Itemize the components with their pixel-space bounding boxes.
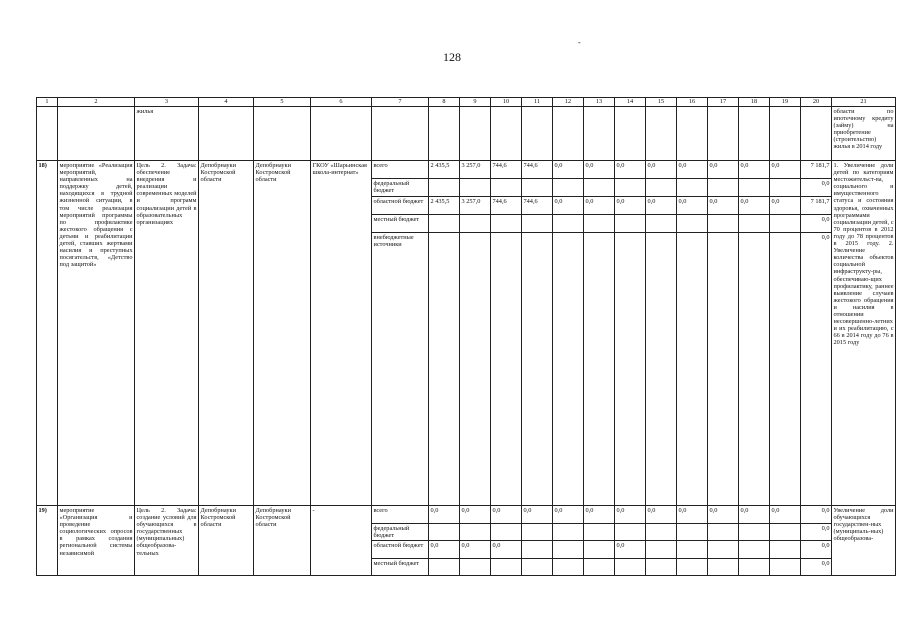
result-text: Увеличение доли обучающихся государствен-ных (муниципаль-ных) общеобразова-: [832, 506, 896, 576]
amount-value: 0,0: [584, 197, 615, 215]
amount-value: [646, 524, 677, 541]
amount-value: [708, 541, 739, 559]
column-number: 12: [553, 98, 584, 107]
table-cell: [58, 107, 135, 161]
amount-value: [584, 524, 615, 541]
funding-source-label: федеральный бюджет: [372, 179, 429, 197]
measure-text: мероприятие «Реализация мероприятий, направленных на поддержку детей, находящихся в трудной жизненной ситуации, в том числе реализация мероприятий программы по профилактике жестокого обращения с детьми и реабилитации детей, ставших жертвами насилия и преступных посягательств, «Детство под защитой»: [58, 161, 135, 506]
amount-value: [491, 179, 522, 197]
amount-value: [429, 559, 460, 576]
table-cell: [311, 107, 372, 161]
recipient-text: -: [311, 506, 372, 576]
amount-value: [553, 559, 584, 576]
amount-value: [739, 524, 770, 541]
amount-value: [522, 541, 553, 559]
amount-value: 0,0: [584, 506, 615, 524]
amount-value: [615, 215, 646, 233]
funding-source-label: всего: [372, 161, 429, 179]
amount-value: [522, 559, 553, 576]
recipient-text: ГКОУ «Шарьинская школа-интернат»: [311, 161, 372, 506]
amount-value: 0,0: [460, 506, 491, 524]
amount-value: [429, 524, 460, 541]
amount-value: [553, 524, 584, 541]
funding-source-label: областной бюджет: [372, 197, 429, 215]
amount-value: 0,0: [739, 506, 770, 524]
amount-value: [584, 179, 615, 197]
column-number-row: [37, 98, 896, 107]
scan-dot: -: [578, 38, 581, 47]
amount-value: [646, 559, 677, 576]
table-cell: [372, 107, 429, 161]
amount-value: 0,0: [770, 197, 801, 215]
grbs-text: Депобрнауки Костромской области: [254, 161, 311, 506]
amount-value: 3 257,0: [460, 197, 491, 215]
column-number: 17: [708, 98, 739, 107]
column-number: 18: [739, 98, 770, 107]
amount-value: [739, 559, 770, 576]
amount-value: [584, 541, 615, 559]
amount-value: [646, 541, 677, 559]
table-cell: [522, 107, 553, 161]
goal-text: жилья: [135, 107, 199, 161]
amount-value: [615, 233, 646, 506]
amount-value: [646, 179, 677, 197]
amount-value: [615, 559, 646, 576]
table-cell: [646, 107, 677, 161]
amount-value: [460, 215, 491, 233]
amount-value: [584, 215, 615, 233]
amount-value: [677, 559, 708, 576]
amount-value: [553, 541, 584, 559]
amount-value: 0,0: [677, 506, 708, 524]
amount-value: [739, 233, 770, 506]
amount-value: [491, 524, 522, 541]
amount-value: 0,0: [429, 506, 460, 524]
amount-value: [770, 215, 801, 233]
funding-source-label: федеральный бюджет: [372, 524, 429, 541]
amount-value: 0,0: [646, 506, 677, 524]
table-cell: [199, 107, 254, 161]
total-value: 7 181,7: [801, 161, 832, 179]
column-number: 7: [372, 98, 429, 107]
amount-value: [677, 541, 708, 559]
funding-source-label: внебюджетные источники: [372, 233, 429, 506]
amount-value: [429, 215, 460, 233]
amount-value: 0,0: [429, 541, 460, 559]
column-number: 9: [460, 98, 491, 107]
amount-value: [522, 215, 553, 233]
amount-value: [491, 233, 522, 506]
amount-value: [491, 559, 522, 576]
amount-value: [708, 524, 739, 541]
amount-value: 0,0: [739, 161, 770, 179]
amount-value: [770, 541, 801, 559]
amount-value: 0,0: [677, 161, 708, 179]
amount-value: [770, 524, 801, 541]
table-cell: [739, 107, 770, 161]
amount-value: [708, 179, 739, 197]
amount-value: 0,0: [615, 161, 646, 179]
amount-value: [739, 215, 770, 233]
amount-value: [429, 233, 460, 506]
total-value: 0,0: [801, 179, 832, 197]
column-number: 1: [37, 98, 58, 107]
table-cell: [677, 107, 708, 161]
amount-value: [460, 233, 491, 506]
amount-value: 0,0: [522, 506, 553, 524]
grbs-text: Депобрнауки Костромской области: [254, 506, 311, 576]
amount-value: [522, 179, 553, 197]
executor-text: Депобрнауки Костромской области: [199, 506, 254, 576]
amount-value: [615, 524, 646, 541]
amount-value: [460, 559, 491, 576]
amount-value: [553, 179, 584, 197]
amount-value: 0,0: [553, 197, 584, 215]
column-number: 14: [615, 98, 646, 107]
amount-value: 0,0: [491, 506, 522, 524]
column-number: 21: [832, 98, 896, 107]
table-cell: [584, 107, 615, 161]
amount-value: [770, 559, 801, 576]
amount-value: 0,0: [646, 161, 677, 179]
amount-value: 0,0: [553, 161, 584, 179]
amount-value: [429, 179, 460, 197]
amount-value: [553, 215, 584, 233]
column-number: 2: [58, 98, 135, 107]
total-value: 0,0: [801, 524, 832, 541]
amount-value: 0,0: [739, 197, 770, 215]
amount-value: [677, 524, 708, 541]
amount-value: [584, 233, 615, 506]
amount-value: 744,6: [491, 161, 522, 179]
amount-value: 0,0: [646, 197, 677, 215]
funding-source-label: всего: [372, 506, 429, 524]
executor-text: Депобрнауки Костромской области: [199, 161, 254, 506]
amount-value: 0,0: [460, 541, 491, 559]
table-cell: [553, 107, 584, 161]
amount-value: [708, 215, 739, 233]
column-number: 11: [522, 98, 553, 107]
goal-text: Цель 2. Задача: создание условий для обучающихся в государственных (муниципальных) общеобразова-тельных: [135, 506, 199, 576]
amount-value: [491, 215, 522, 233]
measure-text: мероприятие «Организация и проведение социологических опросов в рамках создания региональной системы независимой: [58, 506, 135, 576]
amount-value: [615, 179, 646, 197]
table-cell: [429, 107, 460, 161]
table-cell: [37, 107, 58, 161]
amount-value: [522, 233, 553, 506]
amount-value: [708, 233, 739, 506]
column-number: 6: [311, 98, 372, 107]
program-table: [36, 97, 896, 576]
table-cell: [770, 107, 801, 161]
total-value: 0,0: [801, 541, 832, 559]
amount-value: [770, 179, 801, 197]
funding-source-label: местный бюджет: [372, 215, 429, 233]
column-number: 10: [491, 98, 522, 107]
amount-value: 0,0: [553, 506, 584, 524]
amount-value: 2 435,5: [429, 161, 460, 179]
amount-value: [677, 233, 708, 506]
amount-value: [553, 233, 584, 506]
amount-value: 0,0: [615, 197, 646, 215]
amount-value: [677, 215, 708, 233]
amount-value: 744,6: [522, 197, 553, 215]
column-number: 16: [677, 98, 708, 107]
amount-value: [460, 524, 491, 541]
amount-value: 0,0: [491, 541, 522, 559]
column-number: 5: [254, 98, 311, 107]
amount-value: [708, 559, 739, 576]
amount-value: [522, 524, 553, 541]
funding-source-label: местный бюджет: [372, 559, 429, 576]
amount-value: 744,6: [491, 197, 522, 215]
row-number: 19): [37, 506, 58, 576]
column-number: 15: [646, 98, 677, 107]
amount-value: 744,6: [522, 161, 553, 179]
total-value: 0,0: [801, 215, 832, 233]
page-number: 128: [443, 50, 461, 64]
total-value: 0,0: [801, 559, 832, 576]
table-cell: [708, 107, 739, 161]
amount-value: [584, 559, 615, 576]
total-value: 7 181,7: [801, 197, 832, 215]
amount-value: [739, 541, 770, 559]
funding-source-label: областной бюджет: [372, 541, 429, 559]
result-text: области по ипотечному кредиту (займу) на приобретение (строительство) жилья в 2014 году: [832, 107, 896, 161]
amount-value: 0,0: [708, 197, 739, 215]
amount-value: [770, 233, 801, 506]
column-number: 4: [199, 98, 254, 107]
table-cell: [615, 107, 646, 161]
table-row: [37, 161, 896, 179]
column-number: 8: [429, 98, 460, 107]
continuation-row: [37, 107, 896, 161]
result-text: 1. Увеличение доли детей по категориям местожительст-ва, социального и имущественного статуса и состояния здоровья, охваченных программами социализации детей, с 70 процентов в 2012 году до 78 процентов в 2015 году. 2. Увеличение количества объектов социальной инфраструкту-ры, обеспечиваю-щих профилактику, раннее выявление случаев жестокого обращения и насилия в отношении несовершенно-летних и их реабилитацию, с 66 в 2014 году до 76 в 2015 году: [832, 161, 896, 506]
row-number: 18): [37, 161, 58, 506]
amount-value: 2 435,5: [429, 197, 460, 215]
table-cell: [460, 107, 491, 161]
column-number: 3: [135, 98, 199, 107]
total-value: 0,0: [801, 233, 832, 506]
amount-value: [460, 179, 491, 197]
table-cell: [801, 107, 832, 161]
amount-value: [677, 179, 708, 197]
table-row: [37, 506, 896, 524]
amount-value: [646, 215, 677, 233]
column-number: 20: [801, 98, 832, 107]
amount-value: 0,0: [708, 161, 739, 179]
amount-value: 0,0: [584, 161, 615, 179]
column-number: 19: [770, 98, 801, 107]
table-cell: [491, 107, 522, 161]
amount-value: 0,0: [615, 541, 646, 559]
column-number: 13: [584, 98, 615, 107]
goal-text: Цель 2. Задача: обеспечение внедрения и реализации современных моделей и программ социализации детей в образовательных организациях: [135, 161, 199, 506]
amount-value: 0,0: [677, 197, 708, 215]
amount-value: 0,0: [770, 161, 801, 179]
table-cell: [254, 107, 311, 161]
amount-value: 0,0: [708, 506, 739, 524]
amount-value: [646, 233, 677, 506]
amount-value: 3 257,0: [460, 161, 491, 179]
amount-value: 0,0: [615, 506, 646, 524]
amount-value: 0,0: [770, 506, 801, 524]
total-value: 0,0: [801, 506, 832, 524]
amount-value: [739, 179, 770, 197]
